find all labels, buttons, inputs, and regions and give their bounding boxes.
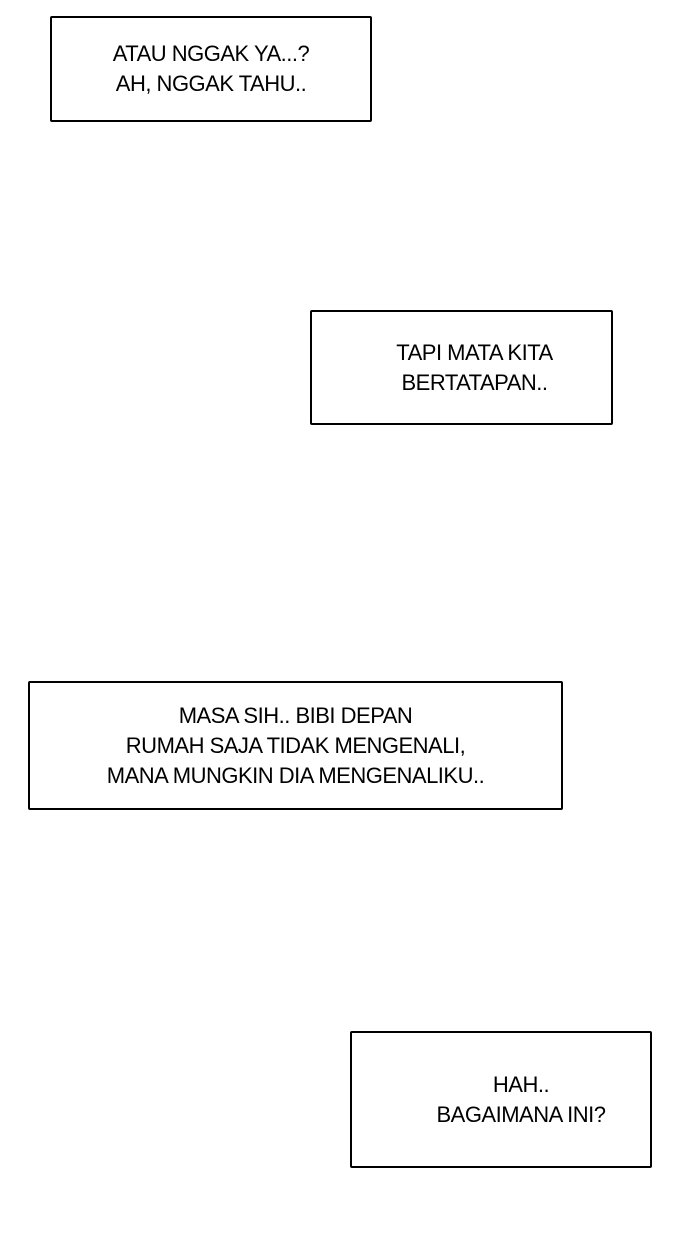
narration-box-2 [310, 310, 613, 425]
narration-line: TAPI MATA KITA [396, 339, 553, 365]
narration-box-1 [50, 16, 372, 122]
narration-text-3 [107, 701, 484, 791]
narration-line: BERTATAPAN.. [401, 369, 548, 395]
narration-line: HAH.. [492, 1071, 550, 1097]
narration-line: ATAU NGGAK YA...? [112, 41, 310, 66]
narration-text-1 [113, 39, 309, 99]
narration-text-2 [370, 338, 552, 398]
narration-line: BAGAIMANA INI? [436, 1101, 606, 1127]
narration-box-4 [350, 1031, 652, 1168]
narration-box-3 [28, 681, 563, 810]
narration-text-4 [396, 1070, 605, 1130]
narration-line: MANA MUNGKIN DIA MENGENALIKU.. [106, 762, 485, 788]
narration-line: RUMAH SAJA TIDAK MENGENALI, [125, 732, 466, 758]
narration-line: AH, NGGAK TAHU.. [115, 71, 307, 96]
narration-line: MASA SIH.. BIBI DEPAN [178, 702, 413, 728]
